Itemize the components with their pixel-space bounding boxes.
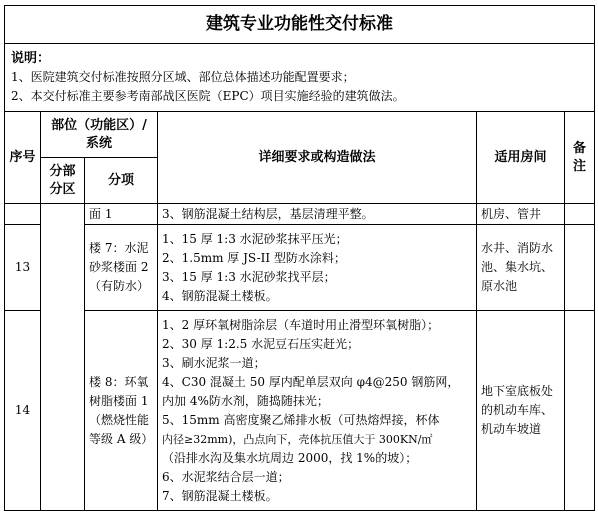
detail-line: 1、2 厚环氧树脂涂层（车道时用止滑型环氧树脂）； [162, 317, 440, 332]
row-seq: 13 [5, 225, 41, 311]
header-rooms: 适用房间 [477, 112, 565, 204]
notes-block [5, 44, 595, 112]
table-row [5, 204, 595, 225]
row-detail [158, 311, 477, 511]
detail-line: （沿排水沟及集水坑周边 2000，找 1%的坡）； [162, 450, 418, 465]
detail-line: 3、钢筋混凝土结构层，基层清理平整。 [162, 206, 374, 221]
row-detail [158, 204, 477, 225]
header-sub-zone: 分部分区 [41, 158, 85, 204]
detail-line: 7、钢筋混凝土楼板。 [162, 488, 278, 503]
detail-line: 5、15mm 高密度聚乙烯排水板（可热熔焊接，杯体 [162, 412, 440, 427]
table-row [5, 225, 595, 311]
detail-line: 内加 4%防水剂，随捣随抹光； [162, 393, 329, 408]
row-rooms: 地下室底板处的机动车库、机动车坡道 [477, 311, 565, 511]
row-remark [565, 204, 595, 225]
row-seq: 14 [5, 311, 41, 511]
header-detail: 详细要求或构造做法 [158, 112, 477, 204]
header-part: 部位（功能区）/系统 [41, 112, 158, 158]
row-rooms: 水井、消防水池、集水坑、原水池 [477, 225, 565, 311]
detail-line: 2、1.5mm 厚 JS-II 型防水涂料； [162, 250, 346, 265]
row-zone [41, 204, 85, 511]
notes-heading: 说明： [11, 51, 51, 66]
delivery-standard-table [4, 5, 595, 511]
detail-line: 内径≥32mm)，凸点向下，壳体抗压值大于 300KN/㎡ [162, 432, 433, 446]
detail-line: 2、30 厚 1:2.5 水泥豆石压实赶光； [162, 336, 360, 351]
row-rooms: 机房、管井 [477, 204, 565, 225]
detail-line: 3、15 厚 1:3 水泥砂浆找平层； [162, 269, 336, 284]
row-item: 楼 7：水泥砂浆楼面 2（有防水） [85, 225, 158, 311]
detail-line: 4、钢筋混凝土楼板。 [162, 288, 278, 303]
detail-line: 4、C30 混凝土 50 厚内配单层双向 φ4@250 钢筋网， [162, 374, 460, 389]
table-row [5, 311, 595, 511]
row-detail [158, 225, 477, 311]
row-item: 面 1 [85, 204, 158, 225]
header-remark: 备注 [565, 112, 595, 204]
header-seq: 序号 [5, 112, 41, 204]
detail-line: 3、刷水泥浆一道； [162, 355, 266, 370]
row-item: 楼 8：环氧树脂楼面 1（燃烧性能等级 A 级） [85, 311, 158, 511]
header-sub-item: 分项 [85, 158, 158, 204]
row-remark [565, 311, 595, 511]
row-seq [5, 204, 41, 225]
note-line: 1、医院建筑交付标准按照分区域、部位总体描述功能配置要求； [11, 70, 355, 84]
detail-line: 6、水泥浆结合层一道； [162, 469, 290, 484]
detail-line: 1、15 厚 1:3 水泥砂浆抹平压光； [162, 231, 348, 246]
row-remark [565, 225, 595, 311]
note-line: 2、本交付标准主要参考南部战区医院（EPC）项目实施经验的建筑做法。 [11, 89, 405, 103]
document-title: 建筑专业功能性交付标准 [5, 6, 595, 44]
